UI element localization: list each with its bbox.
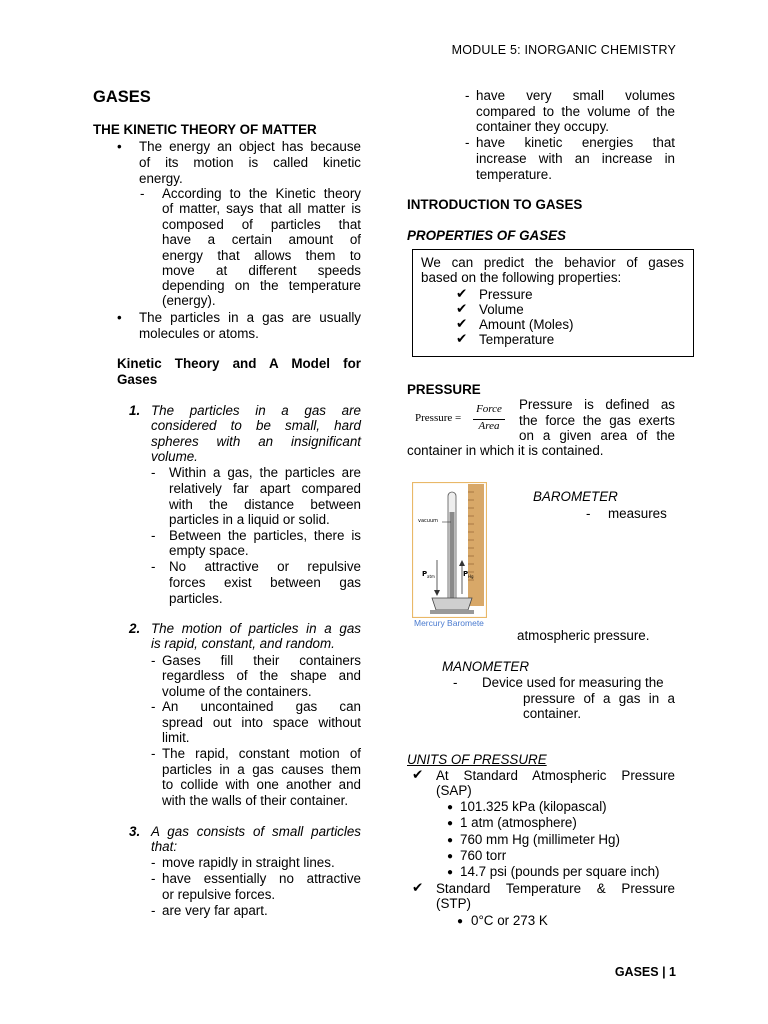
text-line: pressure of a gas in a [523, 691, 675, 706]
unit-item: 0°C or 273 K [471, 913, 548, 928]
bullet-icon: ● [457, 916, 464, 927]
formula-lhs: Pressure = [415, 412, 462, 424]
check-icon: ✔ [412, 767, 424, 782]
property-item: Pressure [479, 287, 533, 302]
dash-marker: - [151, 699, 156, 714]
unit-item: 760 mm Hg (millimeter Hg) [460, 832, 620, 847]
check-icon: ✔ [456, 301, 468, 316]
bullet-icon: ● [447, 851, 454, 862]
text-line: atmospheric pressure. [517, 628, 650, 643]
check-icon: ✔ [456, 316, 468, 331]
bullet-icon: ● [447, 802, 454, 813]
text-line: Gases fill their containers [162, 653, 361, 668]
text-line: The motion of particles in a gas [151, 621, 361, 636]
text-line: The particles in a gas are [151, 403, 361, 418]
text-line: are very far apart. [162, 903, 268, 918]
dash-marker: - [151, 465, 156, 480]
text-line: measures [608, 506, 667, 521]
page-title: GASES [93, 88, 151, 106]
dash-marker: - [151, 746, 156, 761]
text-line: An uncontained gas can [162, 699, 361, 714]
bullet-icon: • [117, 310, 122, 325]
patm-sub: atm [427, 574, 435, 579]
text-line: Within a gas, the particles are [169, 465, 361, 480]
text-line: temperature. [476, 167, 552, 182]
check-icon: ✔ [412, 880, 424, 895]
section-heading-pressure: PRESSURE [407, 382, 481, 397]
text-line: or repulsive forces. [162, 887, 276, 902]
list-number: 1. [129, 403, 141, 418]
list-number: 3. [129, 824, 141, 839]
text-line: (STP) [436, 896, 471, 911]
text-line: of matter, says that all matter is [162, 201, 361, 216]
section-heading-kinetic-theory: THE KINETIC THEORY OF MATTER [93, 122, 317, 137]
text-line: particles in a gas causes them [162, 762, 361, 777]
text-line: forces exist between gas [169, 575, 361, 590]
text-line: move rapidly in straight lines. [162, 855, 335, 870]
unit-item: 1 atm (atmosphere) [460, 815, 577, 830]
text-line: No attractive or repulsive [169, 559, 361, 574]
text-line: that: [151, 839, 178, 854]
text-line: According to the Kinetic theory [162, 186, 361, 201]
property-item: Volume [479, 302, 524, 317]
vacuum-label: vacuum [418, 518, 438, 524]
text-line: We can predict the behavior of gases [421, 255, 684, 270]
property-item: Amount (Moles) [479, 317, 574, 332]
text-line: to collide with one another and [162, 777, 361, 792]
text-line: have essentially no attractive [162, 871, 361, 886]
text-line: volume of the containers. [162, 684, 312, 699]
text-line: particles in a liquid or solid. [169, 512, 330, 527]
dash-marker: - [151, 855, 156, 870]
text-line: particles. [169, 591, 223, 606]
barometer-illustration [412, 482, 487, 618]
check-icon: ✔ [456, 286, 468, 301]
text-line: At Standard Atmospheric Pressure [436, 768, 675, 783]
page-footer: GASES | 1 [614, 965, 676, 979]
text-line: Standard Temperature & Pressure [436, 881, 675, 896]
text-line: container they occupy. [476, 119, 609, 134]
section-heading-properties: PROPERTIES OF GASES [407, 228, 566, 243]
subheading-model: Kinetic Theory and A Model for [117, 356, 361, 371]
dash-marker: - [151, 653, 156, 668]
dash-marker: - [140, 186, 145, 201]
barometer-title: BAROMETER [533, 489, 618, 504]
list-number: 2. [129, 621, 141, 636]
check-icon: ✔ [456, 331, 468, 346]
text-line: the force the gas exerts [519, 413, 675, 428]
text-line: molecules or atoms. [139, 326, 259, 341]
text-line: is rapid, constant, and random. [151, 636, 335, 651]
text-line: based on the following properties: [421, 270, 622, 285]
barometer-caption: Mercury Baromete [414, 618, 484, 628]
dash-marker: - [151, 871, 156, 886]
formula-denominator: Area [478, 420, 500, 432]
text-line: The rapid, constant motion of [162, 746, 361, 761]
phg-label: P [463, 570, 469, 578]
text-line: container. [523, 706, 582, 721]
text-line: energy that allows them to [162, 248, 361, 263]
text-line: container in which it is contained. [407, 443, 604, 458]
formula-numerator: Force [476, 403, 502, 415]
text-line: limit. [162, 730, 190, 745]
text-line: The particles in a gas are usually [139, 310, 361, 325]
text-line: have kinetic energies that [476, 135, 675, 150]
dash-marker: - [151, 903, 156, 918]
text-line: A gas consists of small particles [151, 824, 361, 839]
section-heading-intro: INTRODUCTION TO GASES [407, 197, 583, 212]
dash-marker: - [586, 506, 591, 521]
bullet-icon: • [117, 139, 122, 154]
dash-marker: - [453, 675, 458, 690]
text-line: energy. [139, 171, 183, 186]
text-line: composed of particles that [162, 217, 361, 232]
bullet-icon: ● [447, 867, 454, 878]
text-line: of its motion is called kinetic [139, 155, 361, 170]
text-line: with the distance between [169, 497, 361, 512]
bullet-icon: ● [447, 818, 454, 829]
patm-label: P [422, 570, 428, 578]
text-line: The energy an object has because [139, 139, 361, 154]
text-line: regardless of the shape and [162, 668, 361, 683]
dash-marker: - [151, 559, 156, 574]
text-line: volume. [151, 449, 198, 464]
subheading-model: Gases [117, 372, 158, 387]
text-line: spread out into space without [162, 715, 361, 730]
text-line: empty space. [169, 543, 249, 558]
unit-item: 760 torr [460, 848, 507, 863]
text-line: with the walls of their container. [162, 793, 349, 808]
property-item: Temperature [479, 332, 555, 347]
text-line: (energy). [162, 293, 216, 308]
text-line: on a given area of the [519, 428, 675, 443]
text-line: move at different speeds [162, 263, 361, 278]
text-line: Pressure is defined as [519, 397, 675, 412]
text-line: have a certain amount of [162, 232, 361, 247]
text-line: increase with an increase in [476, 151, 675, 166]
unit-item: 101.325 kPa (kilopascal) [460, 799, 607, 814]
dash-marker: - [151, 528, 156, 543]
manometer-title: MANOMETER [442, 659, 530, 674]
text-line: (SAP) [436, 783, 472, 798]
text-line: relatively far apart compared [169, 481, 361, 496]
unit-item: 14.7 psi (pounds per square inch) [460, 864, 660, 879]
dash-marker: - [465, 88, 470, 103]
text-line: Between the particles, there is [169, 528, 361, 543]
text-line: have very small volumes [476, 88, 675, 103]
text-line: depending on the temperature [162, 278, 361, 293]
text-line: spheres with an insignificant [151, 434, 361, 449]
section-heading-units: UNITS OF PRESSURE [407, 752, 547, 767]
phg-sub: Hg [468, 574, 474, 579]
text-line: considered to be small, hard [151, 418, 361, 433]
text-line: Device used for measuring the [482, 675, 664, 690]
text-line: compared to the volume of the [476, 104, 675, 119]
dash-marker: - [465, 135, 470, 150]
page-header: MODULE 5: INORGANIC CHEMISTRY [451, 43, 676, 57]
bullet-icon: ● [447, 835, 454, 846]
